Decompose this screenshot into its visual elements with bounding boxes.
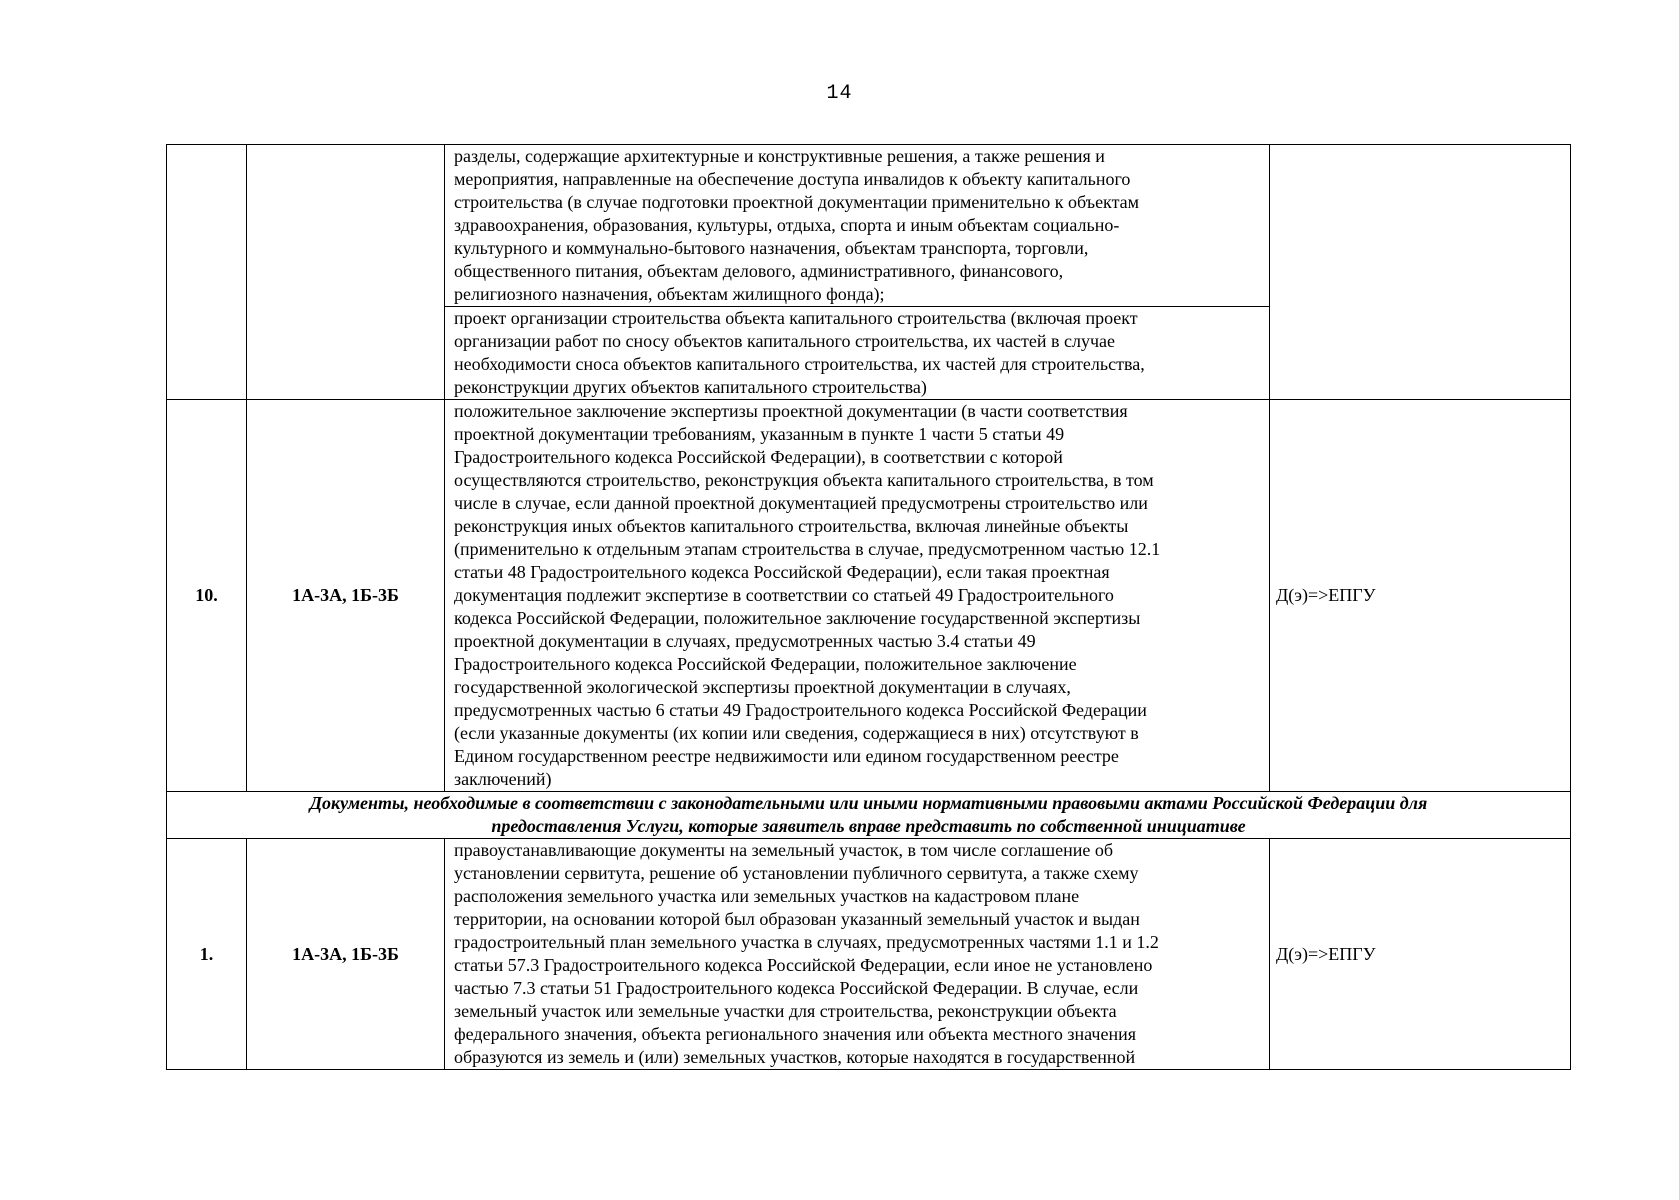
row-number-cell: 1.: [167, 839, 247, 1070]
page-number: 14: [826, 82, 853, 105]
table-row: [167, 400, 1571, 792]
row-mode-cell: Д(э)=>ЕПГУ: [1270, 839, 1571, 1070]
section-header: [167, 792, 1571, 839]
row-mode-cell: [1270, 145, 1571, 400]
row-description-cell: [445, 145, 1270, 307]
row-category-cell: 1А-3А, 1Б-3Б: [247, 400, 445, 792]
documents-table: [166, 144, 1571, 1070]
row-description-cell: [445, 307, 1270, 400]
row-category-cell: 1А-3А, 1Б-3Б: [247, 839, 445, 1070]
table-row: [167, 839, 1571, 1070]
row-description-cell: [445, 400, 1270, 792]
section-header-row: [167, 792, 1571, 839]
row-category-cell: [247, 145, 445, 400]
row-number-cell: 10.: [167, 400, 247, 792]
row-description-text: правоустанавливающие документы на земельный участок, в том числе соглашение об установлении сервитута, решение об установлении публичного сервитута, а также схему расположения земельного участка или земельных участков на кадастровом плане территории, на основании которой был образован указанный земельный участок и выдан градостроительный план земельного участка в случаях, предусмотренных частями 1.1 и 1.2 статьи 57.3 Градостроительного кодекса Российской Федерации, если иное не установлено частью 7.3 статьи 51 Градостроительного кодекса Российской Федерации. В случае, если земельный участок или земельные участки для строительства, реконструкции объекта федерального значения, объекта регионального значения или объекта местного значения образуются из земель и (или) земельных участков, которые находятся в государственной: [454, 840, 1159, 1067]
row-description-text: разделы, содержащие архитектурные и конструктивные решения, а также решения и мероприятия, направленные на обеспечение доступа инвалидов к объекту капитального строительства (в случае подготовки проектной документации применительно к объектам здравоохранения, образования, культуры, отдыха, спорта и иным объектам социально- культурного и коммунально-бытового назначения, объектам транспорта, торговли, общественного питания, объектам делового, административного, финансового, религиозного назначения, объектам жилищного фонда);: [454, 146, 1140, 304]
section-header-text: Документы, необходимые в соответствии с законодательными или иными нормативными правовыми актами Российской Федерации для предоставления Услуги, которые заявитель вправе представить по собственной инициативе: [309, 793, 1428, 836]
row-description-cell: [445, 839, 1270, 1070]
row-description-text: проект организации строительства объекта капитального строительства (включая проект организации работ по сносу объектов капитального строительства, их частей в случае необходимости сноса объектов капитального строительства, их частей для строительства, реконструкции других объектов капитального строительства): [454, 308, 1145, 397]
row-number-cell: [167, 145, 247, 400]
table-row: [167, 145, 1571, 307]
row-mode-cell: Д(э)=>ЕПГУ: [1270, 400, 1571, 792]
row-description-text: положительное заключение экспертизы проектной документации (в части соответствия проектной документации требованиям, указанным в пункте 1 части 5 статьи 49 Градостроительного кодекса Российской Федерации), в соответствии с которой осуществляются строительство, реконструкция объекта капитального строительства, в том числе в случае, если данной проектной документацией предусмотрены строительство или реконструкция иных объектов капитального строительства, включая линейные объекты (применительно к отдельным этапам строительства в случае, предусмотренном частью 12.1 статьи 48 Градостроительного кодекса Российской Федерации), если такая проектная документация подлежит экспертизе в соответствии со статьей 49 Градостроительного кодекса Российской Федерации, положительное заключение государственной экспертизы проектной документации в случаях, предусмотренных частью 3.4 статьи 49 Градостроительного кодекса Российской Федерации, положительное заключение государственной экологической экспертизы проектной документации в случаях, предусмотренных частью 6 статьи 49 Градостроительного кодекса Российской Федерации (если указанные документы (их копии или сведения, содержащиеся в них) отсутствуют в Едином государственном реестре недвижимости или едином государственном реестре заключений): [454, 401, 1161, 789]
